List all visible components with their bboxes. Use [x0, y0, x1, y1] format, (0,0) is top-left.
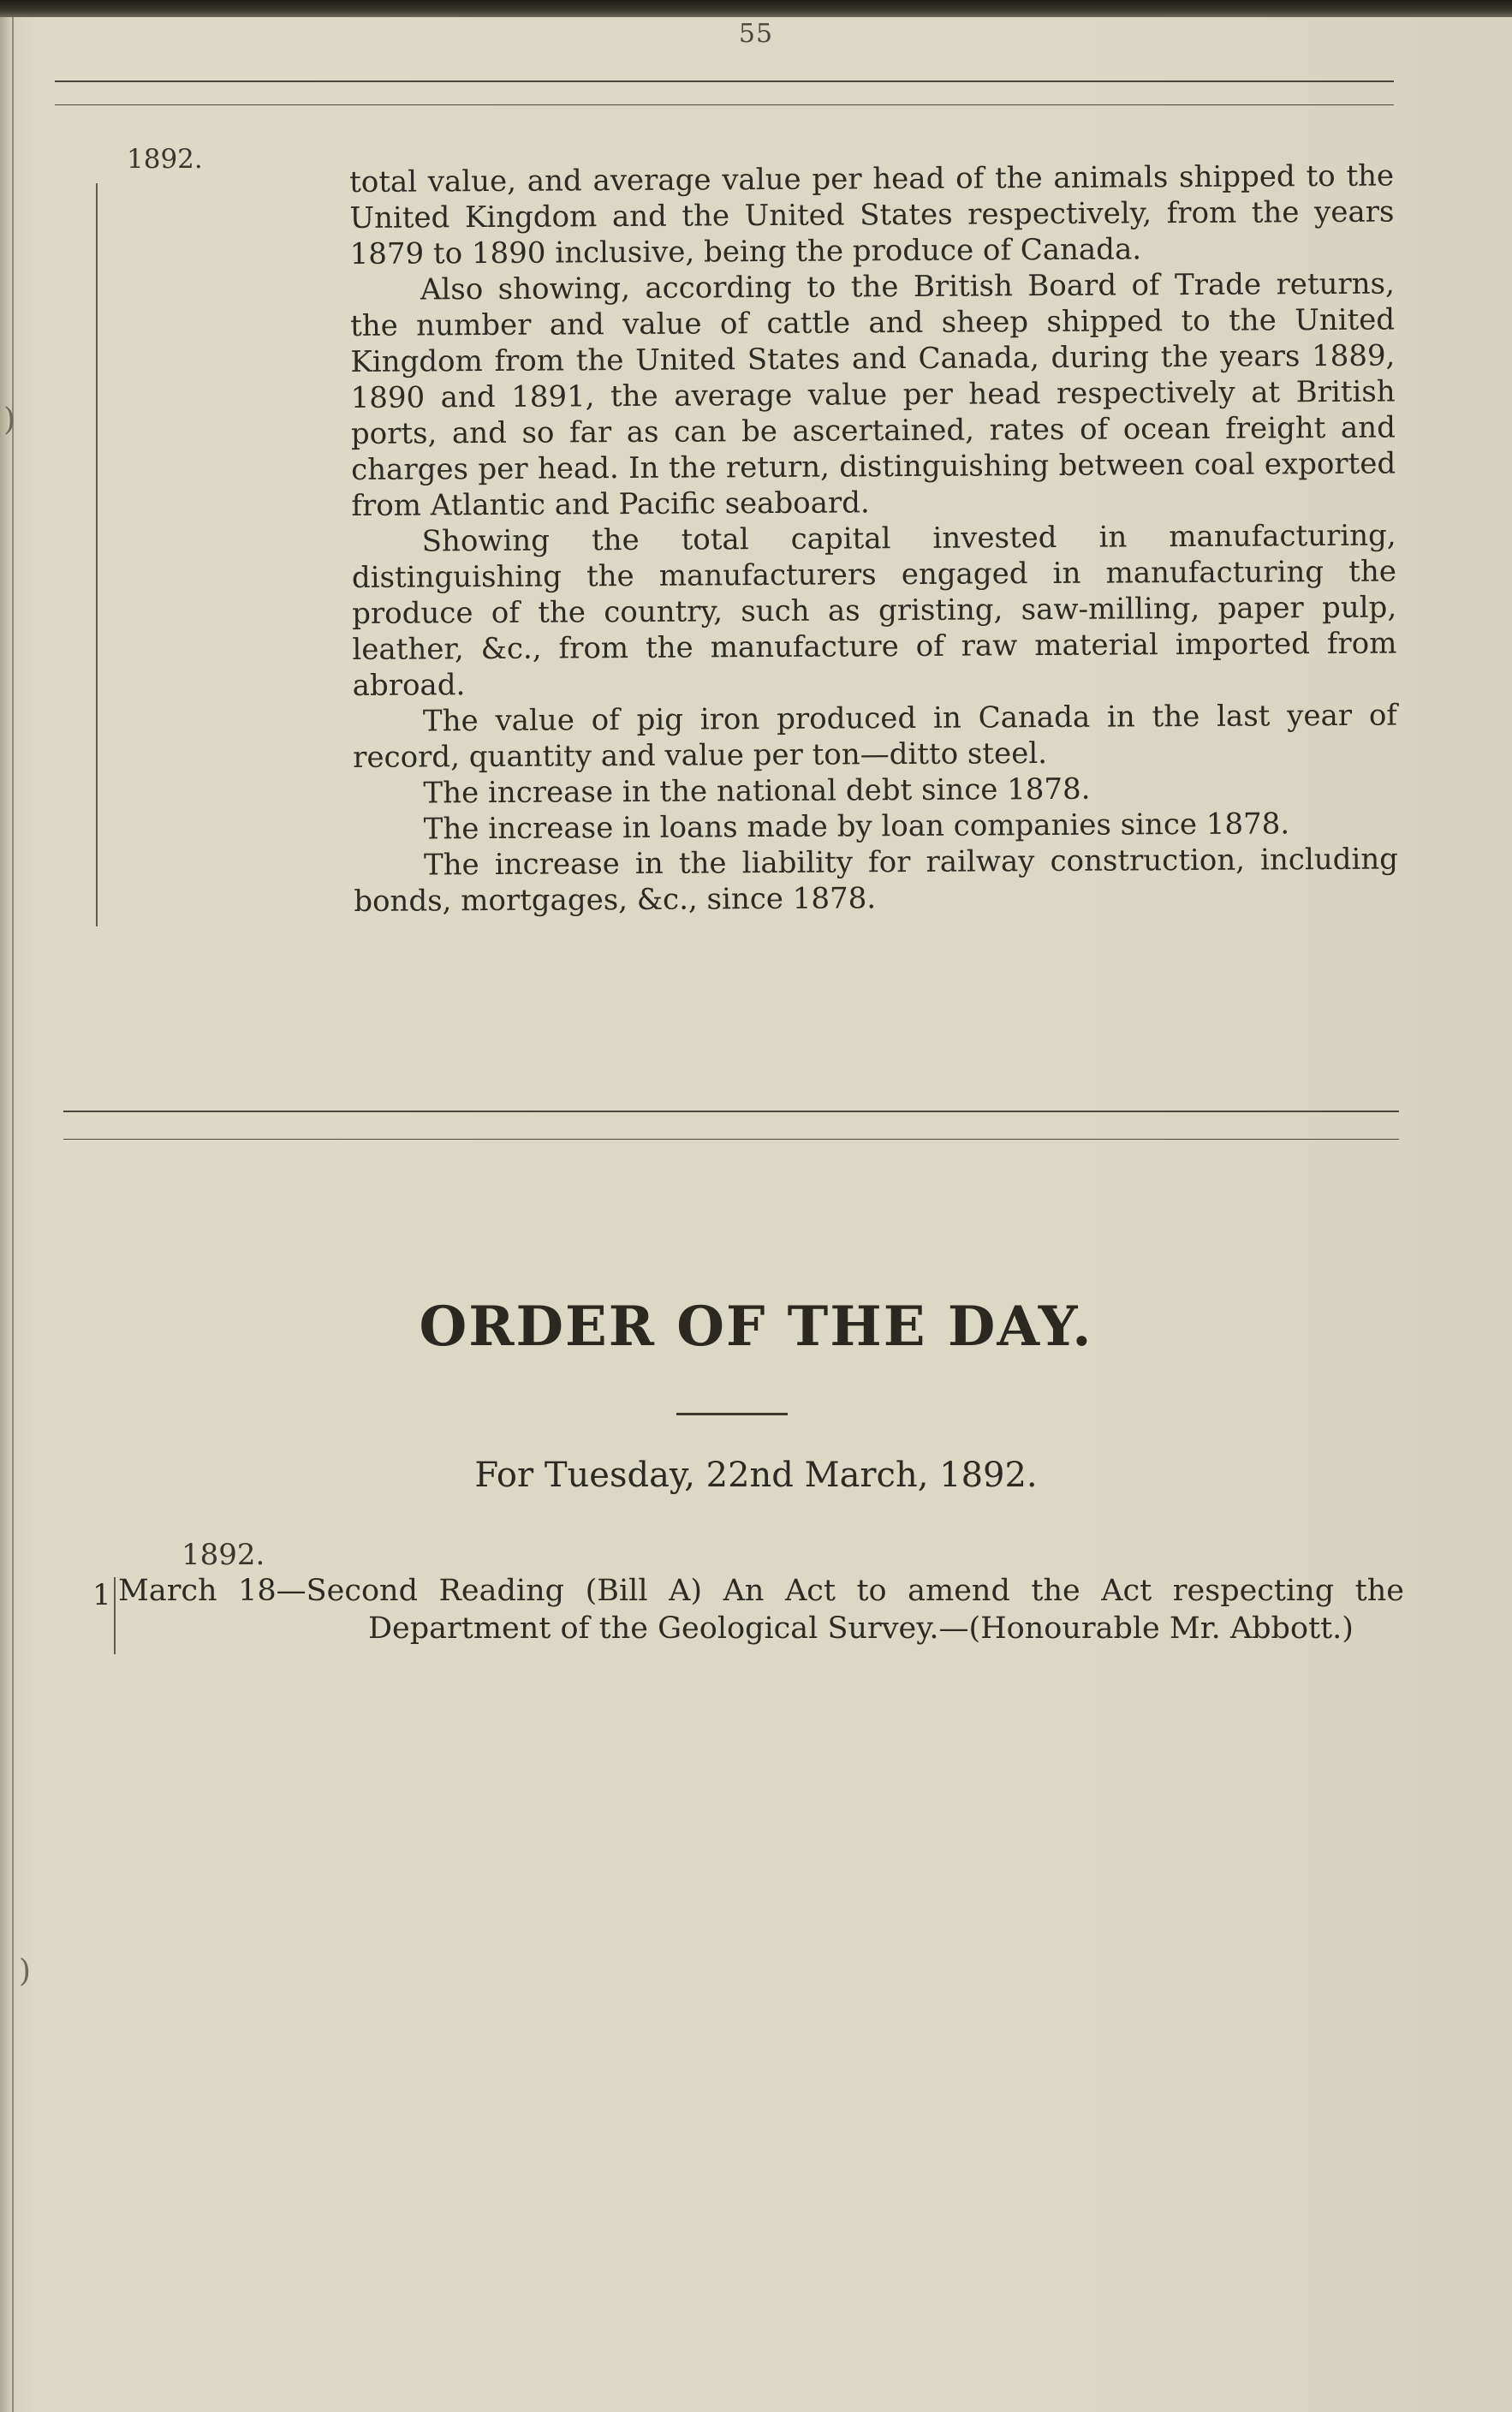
margin-bar [96, 183, 98, 926]
entry-number: 1 [92, 1578, 111, 1612]
paragraph: The value of pig iron produced in Canada in the last year of record, quantity and value per ton—ditto steel. [353, 698, 1398, 775]
motion-text [349, 158, 1398, 920]
section-rule [63, 1111, 1399, 1112]
page-number: 55 [738, 19, 774, 49]
order-date-subtitle: For Tuesday, 22nd March, 1892. [474, 1456, 1038, 1495]
paragraph: Showing the total capital invested in manufacturing, distinguishing the manufacturers engaged in manufacturing the produce of the country, such as gristing, saw-milling, paper pulp, leather, &c., from the manufacture of raw material imported from abroad. [351, 518, 1397, 703]
title-rule [676, 1413, 788, 1415]
paragraph: total value, and average value per head of the animals shipped to the United Kingdom and the United States respectively, from the years 1879 to 1890 inclusive, being the produce of Canada. [349, 158, 1395, 271]
section-rule [63, 1139, 1399, 1140]
margin-bar [114, 1577, 116, 1654]
year-label: 1892. [127, 144, 203, 175]
entry-line: March 18—Second Reading (Bill A) An Act to amend the Act respecting the [118, 1574, 1404, 1608]
order-entry [118, 1572, 1404, 1647]
header-rule [55, 80, 1394, 82]
paragraph: The increase in the liability for railway construction, including bonds, mortgages, &c., since 1878. [354, 842, 1399, 919]
margin-mark: ) [19, 1954, 32, 1989]
binding-edge [12, 17, 14, 2412]
year-label: 1892. [182, 1538, 265, 1572]
order-of-the-day-title: ORDER OF THE DAY. [419, 1295, 1093, 1359]
header-rule [55, 104, 1394, 105]
page-top-edge [0, 0, 1512, 17]
entry-line: Department of the Geological Survey.—(Honourable Mr. Abbott.) [368, 1611, 1354, 1646]
margin-mark: ) [3, 402, 16, 438]
paragraph: Also showing, according to the British Board of Trade returns, the number and value of cattle and sheep shipped to the United Kingdom from the United States and Canada, during the years 1889, 1890 and 1891, the average value per head respectively at British ports, and so far as can be ascertained, rates of ocean freight and charges per head. In the return, distinguishing between coal exported from Atlantic and Pacific seaboard. [350, 266, 1396, 523]
paragraph: The increase in loans made by loan companies since 1878. [423, 807, 1290, 847]
paragraph: The increase in the national debt since 1878. [423, 771, 1091, 811]
